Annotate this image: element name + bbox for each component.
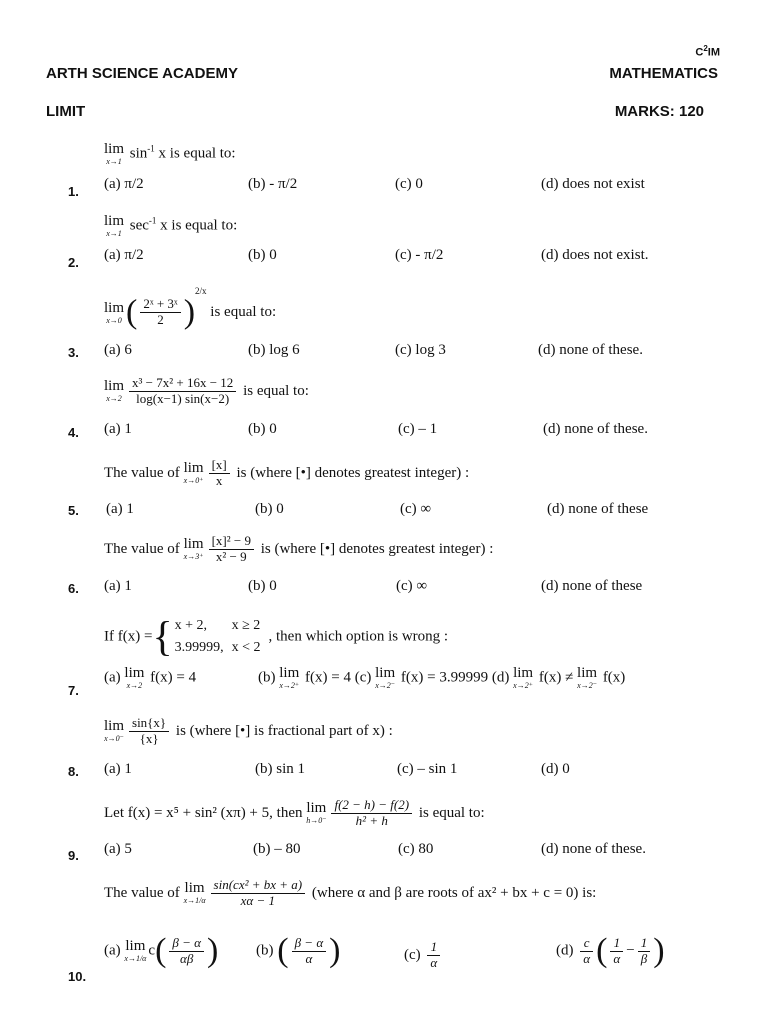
option-a[interactable]: (a) lim x→2 f(x) = 4 bbox=[104, 665, 197, 690]
limit-operator: lim x→2 bbox=[104, 378, 125, 404]
fraction: $\frac{\text{[x]² − 9}}{\text{x² − 9}}$ bbox=[209, 534, 254, 565]
marks-label: MARKS: 120 bbox=[614, 103, 704, 120]
option-a[interactable]: (a) 5 bbox=[104, 841, 132, 857]
option-c[interactable]: (c) log 3 bbox=[395, 342, 446, 358]
question-number: 2. bbox=[68, 255, 79, 270]
question-stem: The value of lim x→3⁺ $\frac{\text{[x]² − 9}}{\text{x² − 9}}$ is (where [•] denotes greatest integer) : bbox=[104, 533, 494, 564]
question-number: 1. bbox=[68, 184, 79, 199]
option-c[interactable]: (c) $\frac{1}{\alpha}$ bbox=[404, 940, 443, 971]
question-number: 4. bbox=[68, 425, 79, 440]
option-b[interactable]: (b) 0 bbox=[248, 421, 277, 437]
option-a[interactable]: (a) 1 bbox=[104, 761, 132, 777]
option-d[interactable]: (d) none of these bbox=[547, 501, 649, 517]
option-d[interactable]: (d) none of these bbox=[541, 578, 643, 594]
subject-name: MATHEMATICS bbox=[609, 65, 718, 82]
option-c[interactable]: (c) 0 bbox=[395, 176, 423, 192]
fraction: $\frac{\text{x³ − 7x² + 16x − 12}}{\log(x-1) \sin(x-2)}$ bbox=[129, 376, 236, 407]
question-number: 8. bbox=[68, 764, 79, 779]
limit-operator: lim x→3⁺ bbox=[183, 536, 204, 562]
limit-operator: lim h→0⁻ bbox=[306, 800, 327, 826]
option-d[interactable]: (d) does not exist bbox=[541, 176, 645, 192]
option-a[interactable]: (a) 1 bbox=[104, 578, 132, 594]
school-name: ARTH SCIENCE ACADEMY bbox=[46, 65, 238, 82]
option-d[interactable]: (d) none of these. bbox=[541, 841, 646, 857]
limit-operator: lim x→0⁻ bbox=[104, 718, 125, 744]
option-d[interactable]: (d) none of these. bbox=[543, 421, 648, 437]
option-a[interactable]: (a) 1 bbox=[104, 421, 132, 437]
option-b[interactable]: (b) 0 bbox=[255, 501, 284, 517]
question-stem: The value of lim x→0⁺ $\frac{[x]}{x}$ is (where [•] denotes greatest integer) : bbox=[104, 457, 470, 488]
option-d[interactable]: (d) $\frac{c}{\alpha}$ ( $\frac{1}{\alpha}$ − $\frac{1}{\beta}$ ) bbox=[556, 932, 665, 969]
option-b[interactable]: (b) sin 1 bbox=[255, 761, 305, 777]
fraction: $\frac{[x]}{x}$ bbox=[209, 458, 230, 489]
limit-operator: lim x→0⁺ bbox=[183, 460, 204, 486]
option-a[interactable]: (a) 6 bbox=[104, 342, 132, 358]
option-c[interactable]: (c) ∞ bbox=[400, 501, 432, 517]
option-a[interactable]: (a) π/2 bbox=[104, 247, 144, 263]
piecewise-definition: x + 2, x ≥ 2 3.99999, x < 2 bbox=[174, 618, 261, 656]
fraction: $\frac{f(2 - h) - f(2)}{\text{h² + h}}$ bbox=[331, 798, 412, 829]
option-b[interactable]: (b) ( $\frac{\beta - \alpha}{\alpha}$ ) bbox=[256, 932, 341, 969]
question-stem: If f(x) ={ x + 2, x ≥ 2 3.99999, x < 2, then which option is wrong : bbox=[104, 614, 449, 661]
option-b-c-d-line[interactable]: (b) lim x→2⁺ f(x) = 4 (c) lim x→2⁻ f(x) = 3.99999 (d) lim x→2⁺ f(x) ≠ lim x→2⁻ f(x) bbox=[258, 665, 626, 690]
fraction: $\frac{\text{sin(cx² + bx + a)}}{x\alpha - 1}$ bbox=[211, 878, 306, 909]
option-c[interactable]: (c) – sin 1 bbox=[397, 761, 458, 777]
question-number: 5. bbox=[68, 503, 79, 518]
option-c[interactable]: (c) - π/2 bbox=[395, 247, 444, 263]
option-a[interactable]: (a) 1 bbox=[106, 501, 134, 517]
question-number: 3. bbox=[68, 345, 79, 360]
question-stem: lim x→0 ( $\frac{\text{2ˣ + 3ˣ}}{2}$ )$^{2/x}$ is equal to: bbox=[104, 286, 277, 331]
option-a[interactable]: (a) lim x→1/α c( $\frac{\beta - \alpha}{\alpha\beta}$ ) bbox=[104, 932, 219, 969]
question-number: 10. bbox=[68, 969, 87, 984]
option-c[interactable]: (c) ∞ bbox=[396, 578, 428, 594]
option-b[interactable]: (b) - π/2 bbox=[248, 176, 298, 192]
question-stem: The value of lim x→1/α $\frac{\text{sin(cx² + bx + a)}}{x\alpha - 1}$ (where α and β are roots of ax² + bx + c = 0) is: bbox=[104, 877, 597, 908]
question-number: 9. bbox=[68, 848, 79, 863]
option-a[interactable]: (a) π/2 bbox=[104, 176, 144, 192]
limit-operator: lim x→1 bbox=[104, 141, 125, 166]
question-number: 7. bbox=[68, 683, 79, 698]
topic-title: LIMIT bbox=[46, 103, 86, 120]
option-c[interactable]: (c) 80 bbox=[398, 841, 434, 857]
option-b[interactable]: (b) 0 bbox=[248, 578, 277, 594]
option-b[interactable]: (b) 0 bbox=[248, 247, 277, 263]
option-d[interactable]: (d) none of these. bbox=[538, 342, 643, 358]
question-stem: Let f(x) = x⁵ + sin² (xπ) + 5, then lim h→0⁻ $\frac{f(2 - h) - f(2)}{\text{h² + h}}$ is equal to: bbox=[104, 797, 485, 828]
option-c[interactable]: (c) – 1 bbox=[398, 421, 438, 437]
fraction: $\frac{\sin\{x\}}{\{x\}}$ bbox=[129, 716, 169, 747]
option-b[interactable]: (b) log 6 bbox=[248, 342, 300, 358]
question-stem: lim x→1 $\sec^{-1} x$ is equal to: bbox=[104, 213, 238, 238]
limit-operator: lim x→1/α bbox=[183, 880, 206, 906]
question-stem: lim x→0⁻ $\frac{\sin\{x\}}{\{x\}}$ is (where [•] is fractional part of x) : bbox=[104, 715, 393, 746]
question-stem: lim x→1 $\sin^{-1} x$ is equal to: bbox=[104, 141, 236, 166]
option-b[interactable]: (b) – 80 bbox=[253, 841, 301, 857]
option-d[interactable]: (d) 0 bbox=[541, 761, 570, 777]
limit-operator: lim x→1 bbox=[104, 213, 125, 238]
fraction: $\frac{\text{2ˣ + 3ˣ}}{2}$ bbox=[140, 297, 180, 328]
logo: $C^2IM$ bbox=[695, 44, 720, 59]
question-number: 6. bbox=[68, 581, 79, 596]
limit-operator: lim x→0 bbox=[104, 299, 125, 325]
question-stem: lim x→2 $\frac{\text{x³ − 7x² + 16x − 12}}{\log(x-1) \sin(x-2)}$ is equal to: bbox=[104, 375, 309, 406]
option-d[interactable]: (d) does not exist. bbox=[541, 247, 649, 263]
